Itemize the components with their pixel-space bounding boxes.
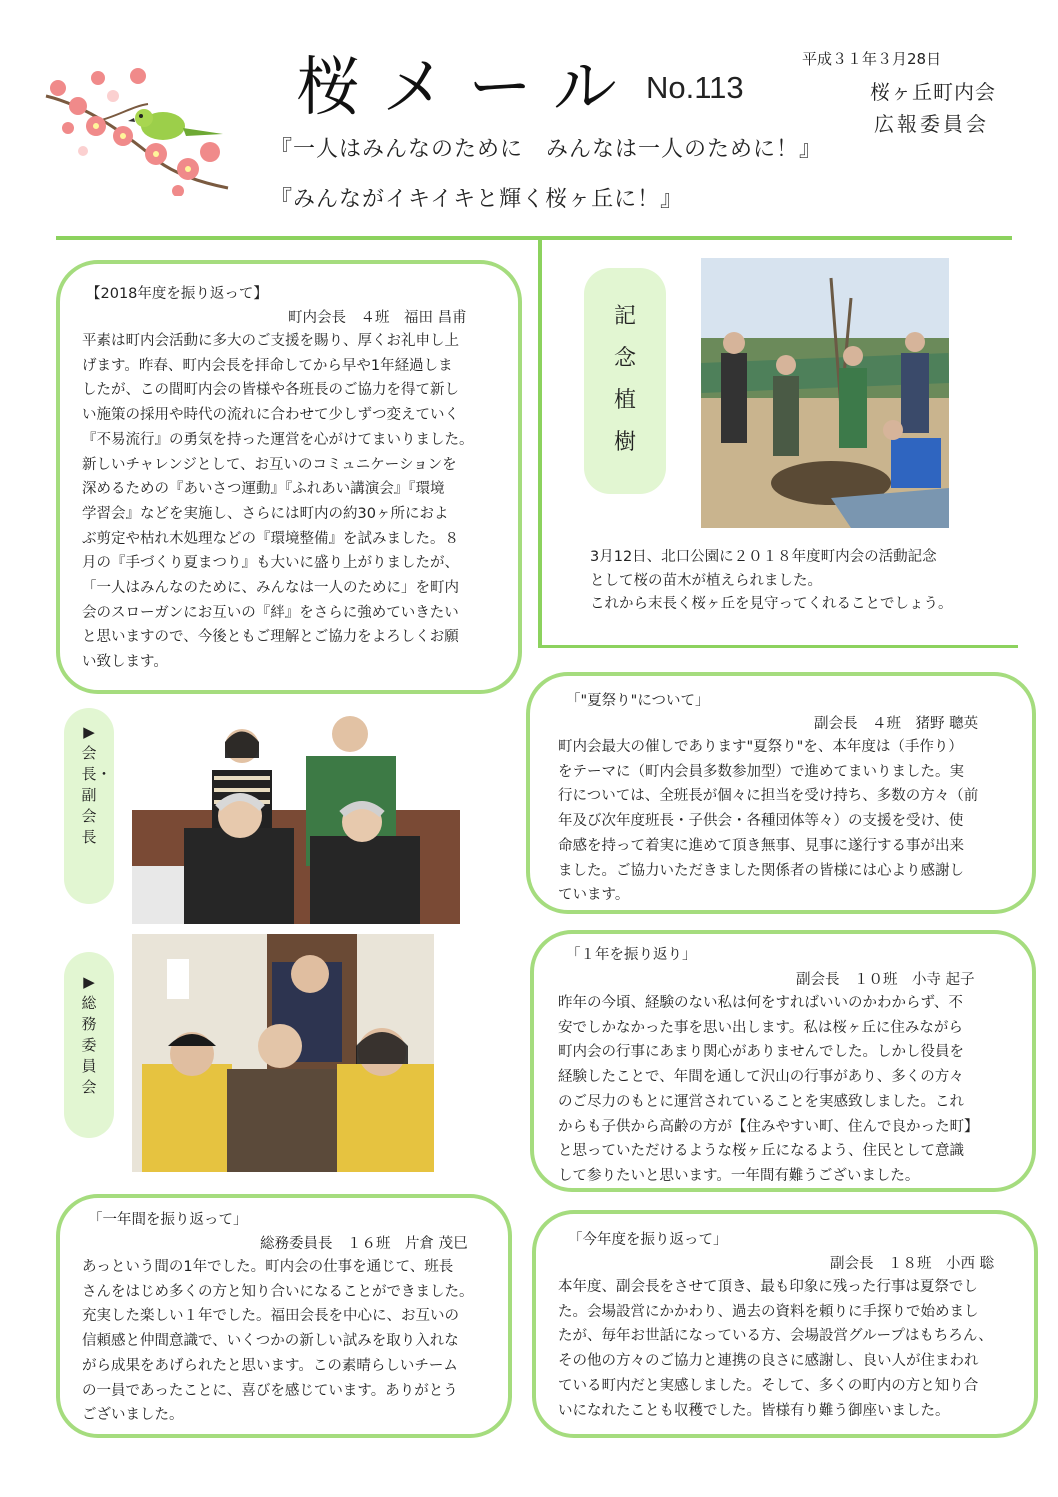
general-committee-photo-label — [64, 952, 114, 1098]
article-author: 副会長 １８班 小西 聡 — [830, 1256, 995, 1272]
article-body: あっという間の1年でした。町内会の仕事を通じて、班長 さんをはじめ多くの方と知り合いになることができました。 充実した楽しい１年でした。福田会長を中心に、お互いの 信頼感と仲間意識で、いくつかの新しい試みを取り入れな がら成果をあげられたと思います。この素晴らしいチーム の一員であったことに、喜びを感じています。ありがとう ございました。 — [82, 1259, 474, 1424]
article-heading: 【2018年度を振り返って】 — [86, 286, 268, 302]
slogan-primary: 『一人はみんなのために みんなは一人のために！』 — [270, 137, 823, 162]
column-divider — [538, 240, 542, 648]
article-body: 町内会最大の催しであります"夏祭り"を、本年度は（手作り） をテーマに（町内会員多数参加型）で進めてまいりました。実 行については、全班長が個々に担当を受け持ち、多数の方々（前 年及び次年度班長・子供会・各種団体等々）の支援を受け、使 命感を持って着実に進めて頂き無事、見事に遂行する事が出来 ました。ご協力いただきました関係者の皆様には心より感謝し ています。 — [558, 739, 979, 904]
article-heading: 「"夏祭り"について」 — [566, 693, 710, 709]
newsletter-title: 桜メール — [296, 51, 639, 125]
article-heading: 「一年間を振り返って」 — [88, 1212, 248, 1228]
article-body: 平素は町内会活動に多大のご支援を賜り、厚くお礼申し上 げます。昨春、町内会長を拝命してから早や1年経過しま したが、この間町内会の皆様や各班長のご協力を得て新し い施策の採用や時代の流れに合わせて少しずつ変えていく 『不易流行』の勇気を持った運営を心がけてまいりました。 新しいチャレンジとして、お互いのコミュニケーションを 深めるための『あいさつ運動』『ふれあい講演会』『環境 学習会』などを実施し、さらには町内の約30ヶ所におよ ぶ剪定や枯れ木処理などの『環境整備』を試みました。８ 月の『手づくり夏まつり』も大いに盛り上がりましたが、 「一人はみんなのために、みんなは一人のために」を町内 会のスローガンにお互いの『絆』をさらに強めていきたい と思いますので、今後ともご理解とご協力をよろしくお願 い致します。 — [82, 333, 474, 671]
article-general-affairs-review — [56, 1194, 512, 1438]
planting-caption: 3月12日、北口公園に２０１８年度町内会の活動記念 として桜の苗木が植えられました。 これから末長く桜ヶ丘を見守ってくれることでしょう。 — [590, 549, 953, 612]
organization-name: 桜ヶ丘町内会 — [870, 80, 996, 104]
planting-label-pill — [584, 268, 666, 494]
article-summer-festival — [526, 672, 1036, 914]
general-committee-photo — [132, 934, 434, 1172]
tree-planting-photo — [701, 258, 949, 528]
article-body: 本年度、副会長をさせて頂き、最も印象に残った行事は夏祭でし た。会場設営にかかわり、過去の資料を頼りに手探りで始めまし たが、毎年お世話になっている方、会場設営グループはもちろん、 その他の方々のご協力と連携の良さに感謝し、良い人が住まわれ ている町内だと実感しました。そして、多くの町内の方と知り合 いになれたことも収穫でした。皆様有り難う御座いました。 — [558, 1279, 993, 1419]
article-author: 町内会長 ４班 福田 昌甫 — [288, 310, 467, 326]
issue-number: No.113 — [646, 70, 744, 105]
leaders-photo-label — [64, 708, 114, 848]
planting-label — [584, 268, 666, 464]
article-heading: 「１年を振り返り」 — [566, 947, 697, 963]
slogan-secondary: 『みんながイキイキと輝く桜ヶ丘に！』 — [270, 187, 684, 212]
article-author: 副会長 １０班 小寺 起子 — [796, 972, 975, 988]
general-committee-photo-label-text: ▶総務委員会 — [81, 973, 97, 1096]
article-author: 副会長 ４班 猪野 聰英 — [814, 716, 979, 732]
issue-date: 平成３１年３月28日 — [802, 50, 942, 68]
header-divider — [56, 236, 1012, 240]
article-body: 昨年の今頃、経験のない私は何をすればいいのかわからず、不 安でしかなかった事を思い出します。私は桜ヶ丘に住みながら 町内会の行事にあまり関心がありませんでした。しかし役員を 経験したことで、年間を通して沢山の行事があり、多くの方々 のご尽力のもとに運営されていることを実感致しました。これ からも子供から高齢の方が【住みやすい町、住んで良かった町】 と思っていただけるような桜ヶ丘になるよう、住民として意識 して参りたいと思います。一年間有難うございました。 — [558, 995, 979, 1184]
article-president-review — [56, 260, 522, 694]
article-this-year-review — [532, 1210, 1038, 1438]
cherry-blossom-bird-illustration — [38, 66, 238, 196]
committee-name: 広報委員会 — [874, 112, 989, 136]
leaders-photo-label-pill — [64, 708, 114, 904]
article-heading: 「今年度を振り返って」 — [568, 1232, 728, 1248]
leaders-photo-label-text: ▶会長・副会長 — [81, 723, 112, 846]
planting-label-text: 記念植樹 — [614, 304, 637, 455]
general-committee-photo-label-pill — [64, 952, 114, 1138]
article-one-year-review — [530, 930, 1036, 1192]
president-vice-president-photo — [132, 706, 460, 924]
article-author: 総務委員長 １６班 片倉 茂巳 — [260, 1236, 468, 1252]
section-divider — [538, 645, 1018, 648]
